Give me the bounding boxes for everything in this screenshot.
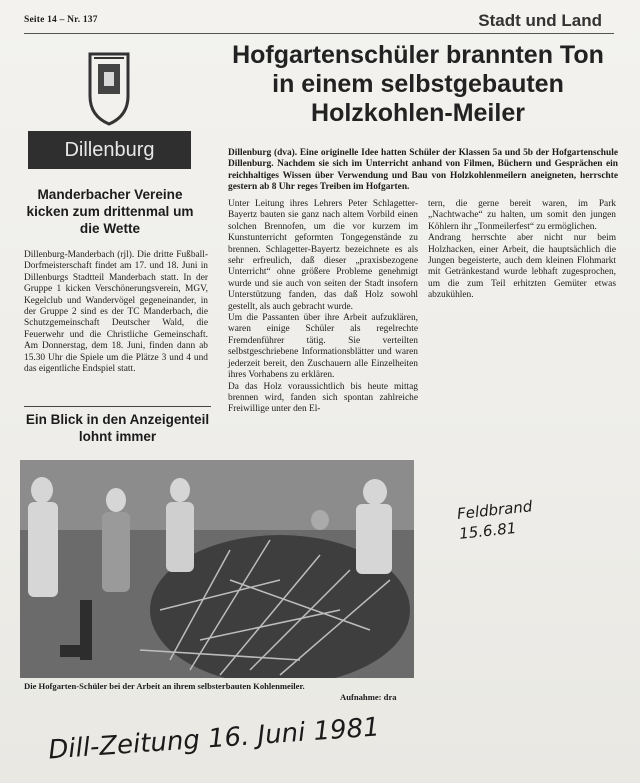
header-rule bbox=[24, 33, 614, 34]
coat-of-arms-icon bbox=[28, 44, 191, 134]
article-paragraph: Unter Leitung ihres Lehrers Peter Schlagetter-Bayertz bauten sie ganz nach altem Vorbild einen solchen Brennofen, um die vor kurzem im Kunstunterricht geformten Tongegenstände zu brennen. Schlagetter-Bayertz bezeichnete es als sehr erfreulich, daß dieser „praxisbezogene Unterricht“ ohne größere Probleme genehmigt wurde und sie auch von seiten der Stadt insofern Unterstützung fanden, das daß Holz sowohl gestellt, als auch gebracht wurde. bbox=[228, 199, 418, 312]
main-article-lead: Dillenburg (dva). Eine originelle Idee hatten Schüler der Klassen 5a und 5b der Hofgartenschule Dillenburg. Nachdem sie sich im Unterricht anhand von Filmen, Büchern und Gesprächen ein reichhaltiges Wissen über Verwendung und Bau von Holzkohlenmeilern aneigneten, herrschte gestern ab 8 Uhr reges Treiben im Hofgarten. bbox=[228, 148, 618, 193]
handwritten-source: Dill-Zeitung 16. Juni 1981 bbox=[47, 712, 381, 766]
article-paragraph: Da das Holz voraussichtlich bis heute mittag brennen wird, fanden sich spontan zahlreiche Freiwillige unter den El- bbox=[228, 381, 418, 415]
article-photo bbox=[20, 460, 414, 678]
article-paragraph: Andrang herrschte aber nicht nur beim Holzhacken, einer Arbeit, die hauptsächlich die Jungen begeisterte, auch dem kleinen Flohmarkt mit Getränkestand wurde lebhaft zugesprochen, um die zum Teil erhitzten Gemüter etwas abzukühlen. bbox=[428, 233, 616, 301]
side-article-headline: Manderbacher Vereine kicken zum drittenmal um die Wette bbox=[26, 187, 194, 236]
handwritten-note bbox=[456, 496, 535, 544]
main-article-column-2 bbox=[228, 199, 418, 416]
side-divider bbox=[24, 406, 211, 407]
photo-credit: Aufnahme: dra bbox=[340, 692, 397, 702]
main-article-column-3 bbox=[428, 199, 616, 302]
page-issue-label: Seite 14 – Nr. 137 bbox=[24, 15, 98, 25]
article-paragraph: Um die Passanten über ihre Arbeit aufzuklären, waren einige Schüler als regelrechte Fremdenführer tätig. Sie verteilten selbstgeschriebene Informationsblätter und waren jederzeit bereit, den Zuschauern alle Einzelheiten ihres Vorhabens zu erklären. bbox=[228, 313, 418, 381]
section-title: Stadt und Land bbox=[478, 11, 602, 30]
crest-town-name: Dillenburg bbox=[28, 131, 191, 169]
photo-caption: Die Hofgarten-Schüler bei der Arbeit an ihrem selbsterbauten Kohlenmeiler. bbox=[24, 681, 305, 691]
main-headline: Hofgartenschüler brannten Ton in einem selbstgebauten Holzkohlen-Meiler bbox=[232, 41, 604, 127]
ad-hint-headline: Ein Blick in den Anzeigenteil lohnt immer bbox=[25, 412, 210, 444]
handwritten-note-line: Feldbrand bbox=[456, 497, 534, 523]
handwritten-note-date: 15.6.81 bbox=[458, 518, 518, 543]
side-article-body bbox=[24, 250, 208, 375]
article-paragraph: tern, die gerne bereit waren, im Park „Nachtwache“ zu halten, um somit den jungen Köhlern ihr „Tonmeilerfest“ zu ermöglichen. bbox=[428, 199, 616, 232]
students-at-charcoal-kiln-image bbox=[20, 460, 414, 678]
side-article-paragraph: Dillenburg-Manderbach (rjl). Die dritte Fußball-Dorfmeisterschaft findet am 17. und 18. Juni in Dillenburgs Stadtteil Manderbach statt. In der Gruppe 1 kicken Verschönerungsverein, MGV, Kegelclub und Wandervögel gegeneinander, in der Gruppe 2 sind es der TC Manderbach, die Schutzgemeinschaft Deutscher Wald, die Feuerwehr und die Christliche Gemeinschaft. Am Donnerstag, dem 18. Juni, finden dann ab 15.30 Uhr die Spiele um die Plätze 3 und 4 und das eigentliche Endspiel statt. bbox=[24, 250, 208, 375]
